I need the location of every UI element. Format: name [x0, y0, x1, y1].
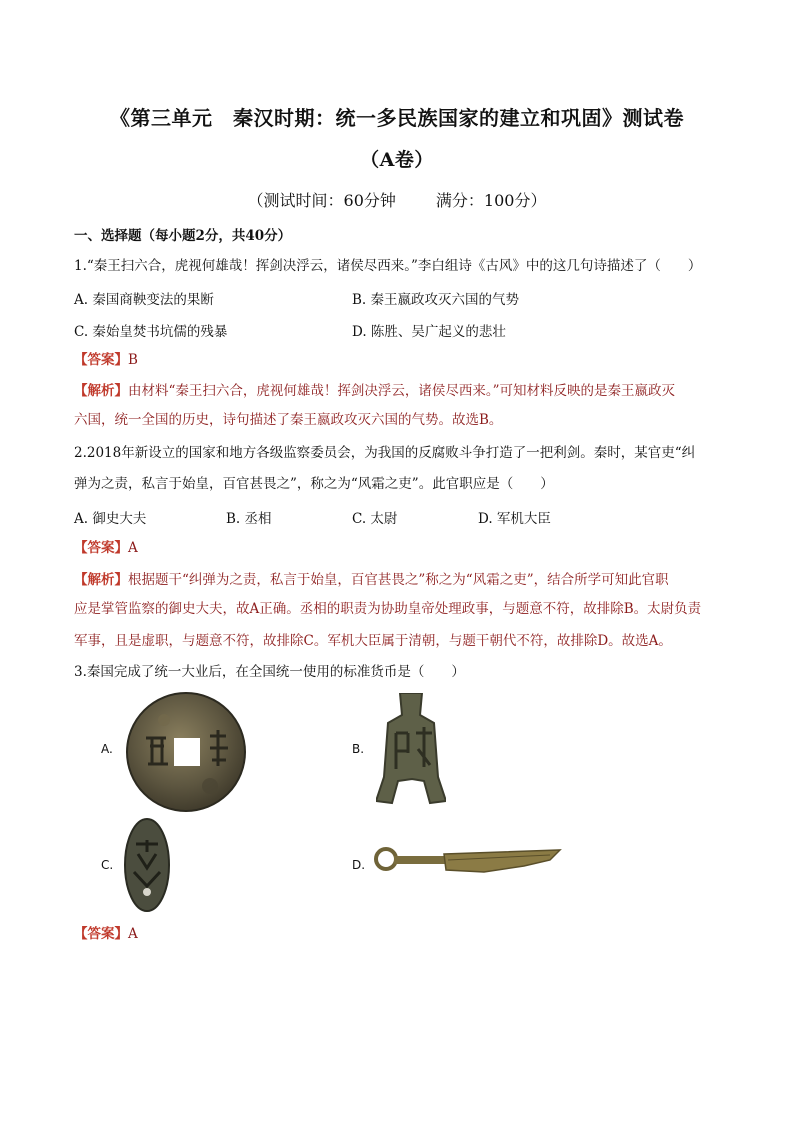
exam-title: 《第三单元 秦汉时期：统一多民族国家的建立和巩固》测试卷 — [110, 106, 684, 130]
q2-answer — [74, 538, 734, 558]
q2-option-b: B. 丞相 — [226, 511, 272, 527]
q3-label-a: A. — [101, 742, 113, 756]
q1-option-b: B. 秦王嬴政攻灭六国的气势 — [352, 292, 520, 308]
q3-label-c: C. — [101, 858, 114, 872]
exam-score: 满分：100分） — [435, 191, 547, 210]
q1-option-d: D. 陈胜、吴广起义的悲壮 — [352, 324, 506, 340]
q1-answer — [74, 350, 734, 370]
q3-stem: 3.秦国完成了统一大业后，在全国统一使用的标准货币是（ ） — [74, 664, 465, 680]
q1-analysis-cont: 六国，统一全国的历史，诗句描述了秦王嬴政攻灭六国的气势。故选B。 — [74, 412, 503, 428]
q3-answer — [74, 924, 734, 944]
q2-stem: 2.2018年新设立的国家和地方各级监察委员会，为我国的反腐败斗争打造了一把利剑。秦时，某官吏“纠 — [74, 445, 696, 461]
exam-time: （测试时间：60分钟 — [247, 191, 396, 210]
q2-option-a: A. 御史大夫 — [74, 511, 147, 527]
answer-tag: 【答案】 — [74, 926, 128, 942]
q1-option-a: A. 秦国商鞅变法的果断 — [74, 292, 214, 308]
section-heading: 一、选择题（每小题2分，共40分） — [74, 228, 292, 244]
ant-nose-coin-image — [124, 818, 170, 912]
banliang-coin-image — [124, 690, 248, 814]
analysis-tag: 【解析】 — [74, 572, 128, 588]
q3-label-d: D. — [352, 858, 366, 872]
q1-stem: 1.“秦王扫六合，虎视何雄哉！挥剑决浮云，诸侯尽西来。”李白组诗《古风》中的这几句诗描述了（ ） — [74, 258, 702, 274]
spade-coin-image — [376, 693, 446, 805]
analysis-text: 根据题干“纠弹为之责，私言于始皇，百官甚畏之”称之为“风霜之吏”，结合所学可知此官职 — [128, 572, 669, 588]
q2-option-d: D. 军机大臣 — [478, 511, 551, 527]
analysis-text: 由材料“秦王扫六合，虎视何雄哉！挥剑决浮云，诸侯尽西来。”可知材料反映的是秦王嬴政灭 — [128, 383, 676, 399]
answer-value: B — [128, 352, 138, 368]
exam-info — [0, 188, 794, 211]
answer-tag: 【答案】 — [74, 540, 128, 556]
analysis-tag: 【解析】 — [74, 383, 128, 399]
exam-title-version: （A卷） — [360, 149, 434, 171]
q2-analysis-cont: 应是掌管监察的御史大夫，故A正确。丞相的职责为协助皇帝处理政事，与题意不符，故排除B。太尉负责 — [74, 601, 702, 617]
q2-option-c: C. 太尉 — [352, 511, 398, 527]
q3-label-b: B. — [352, 742, 365, 756]
q2-stem-cont: 弹为之责，私言于始皇，百官甚畏之”，称之为“风霜之吏”。此官职应是（ ） — [74, 476, 554, 492]
q2-analysis-cont2: 军事，且是虚职，与题意不符，故排除C。军机大臣属于清朝，与题干朝代不符，故排除D。故选A。 — [74, 633, 672, 649]
answer-value: A — [128, 926, 138, 942]
q1-option-c: C. 秦始皇焚书坑儒的残暴 — [74, 324, 228, 340]
answer-tag: 【答案】 — [74, 352, 128, 368]
q2-analysis — [74, 570, 734, 590]
q1-analysis — [74, 381, 734, 401]
answer-value: A — [128, 540, 138, 556]
knife-coin-image — [374, 846, 562, 880]
